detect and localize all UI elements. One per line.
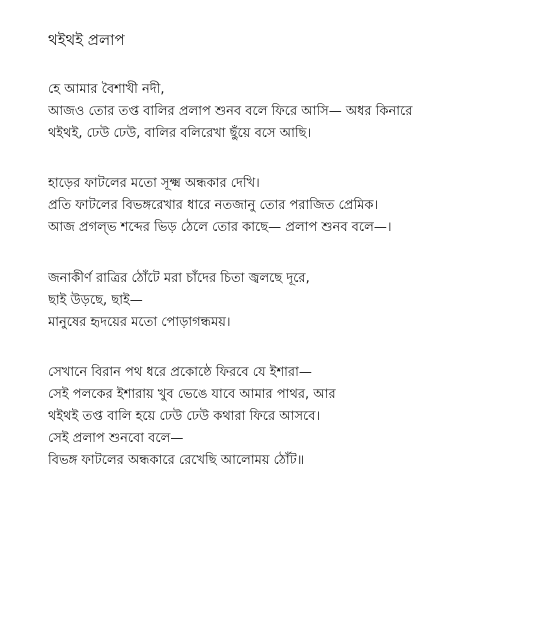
poem-line: আজ প্রগল্ভ শব্দের ভিড় ঠেলে তোর কাছে— প্রলাপ শুনব বলে—। (48, 220, 392, 235)
stanza-1 (48, 79, 544, 145)
stanza-4 (48, 362, 544, 472)
stanza-2 (48, 173, 544, 239)
poem-line: বিভঙ্গ ফাটলের অন্ধকারে রেখেছি আলোময় ঠোঁট॥ (48, 453, 305, 468)
poem-line: থইথই তপ্ত বালি হয়ে ঢেউ ঢেউ কথারা ফিরে আসবে। (48, 409, 321, 424)
poem-line: থইথই, ঢেউ ঢেউ, বালির বলিরেখা ছুঁয়ে বসে আছি। (48, 126, 312, 141)
poem-line: আজও তোর তপ্ত বালির প্রলাপ শুনব বলে ফিরে আসি— অধর কিনারে (48, 104, 413, 119)
poem-line: ছাই উড়ছে, ছাই— (48, 293, 143, 308)
poem-line: মানুষের হৃদয়ের মতো পোড়াগন্ধময়। (48, 315, 231, 330)
poem-line: সেখানে বিরান পথ ধরে প্রকোষ্ঠে ফিরবে যে ইশারা— (48, 365, 312, 380)
poem-line: জনাকীর্ণ রাত্রির ঠোঁটে মরা চাঁদের চিতা জ্বলছে দূরে, (48, 271, 310, 286)
stanza-3 (48, 268, 544, 334)
poem-title: থইথই প্রলাপ (48, 31, 125, 49)
poem-line: সেই প্রলাপ শুনবো বলে— (48, 431, 184, 446)
poem-line: হাড়ের ফাটলের মতো সূক্ষ্ম অন্ধকার দেখি। (48, 176, 260, 191)
poem-line: হে আমার বৈশাখী নদী, (48, 82, 165, 97)
poem-line: সেই পলকের ইশারায় খুব ভেঙে যাবে আমার পাথর, আর (48, 387, 336, 402)
poem-line: প্রতি ফাটলের বিভঙ্গরেখার ধারে নতজানু তোর পরাজিত প্রেমিক। (48, 198, 379, 213)
